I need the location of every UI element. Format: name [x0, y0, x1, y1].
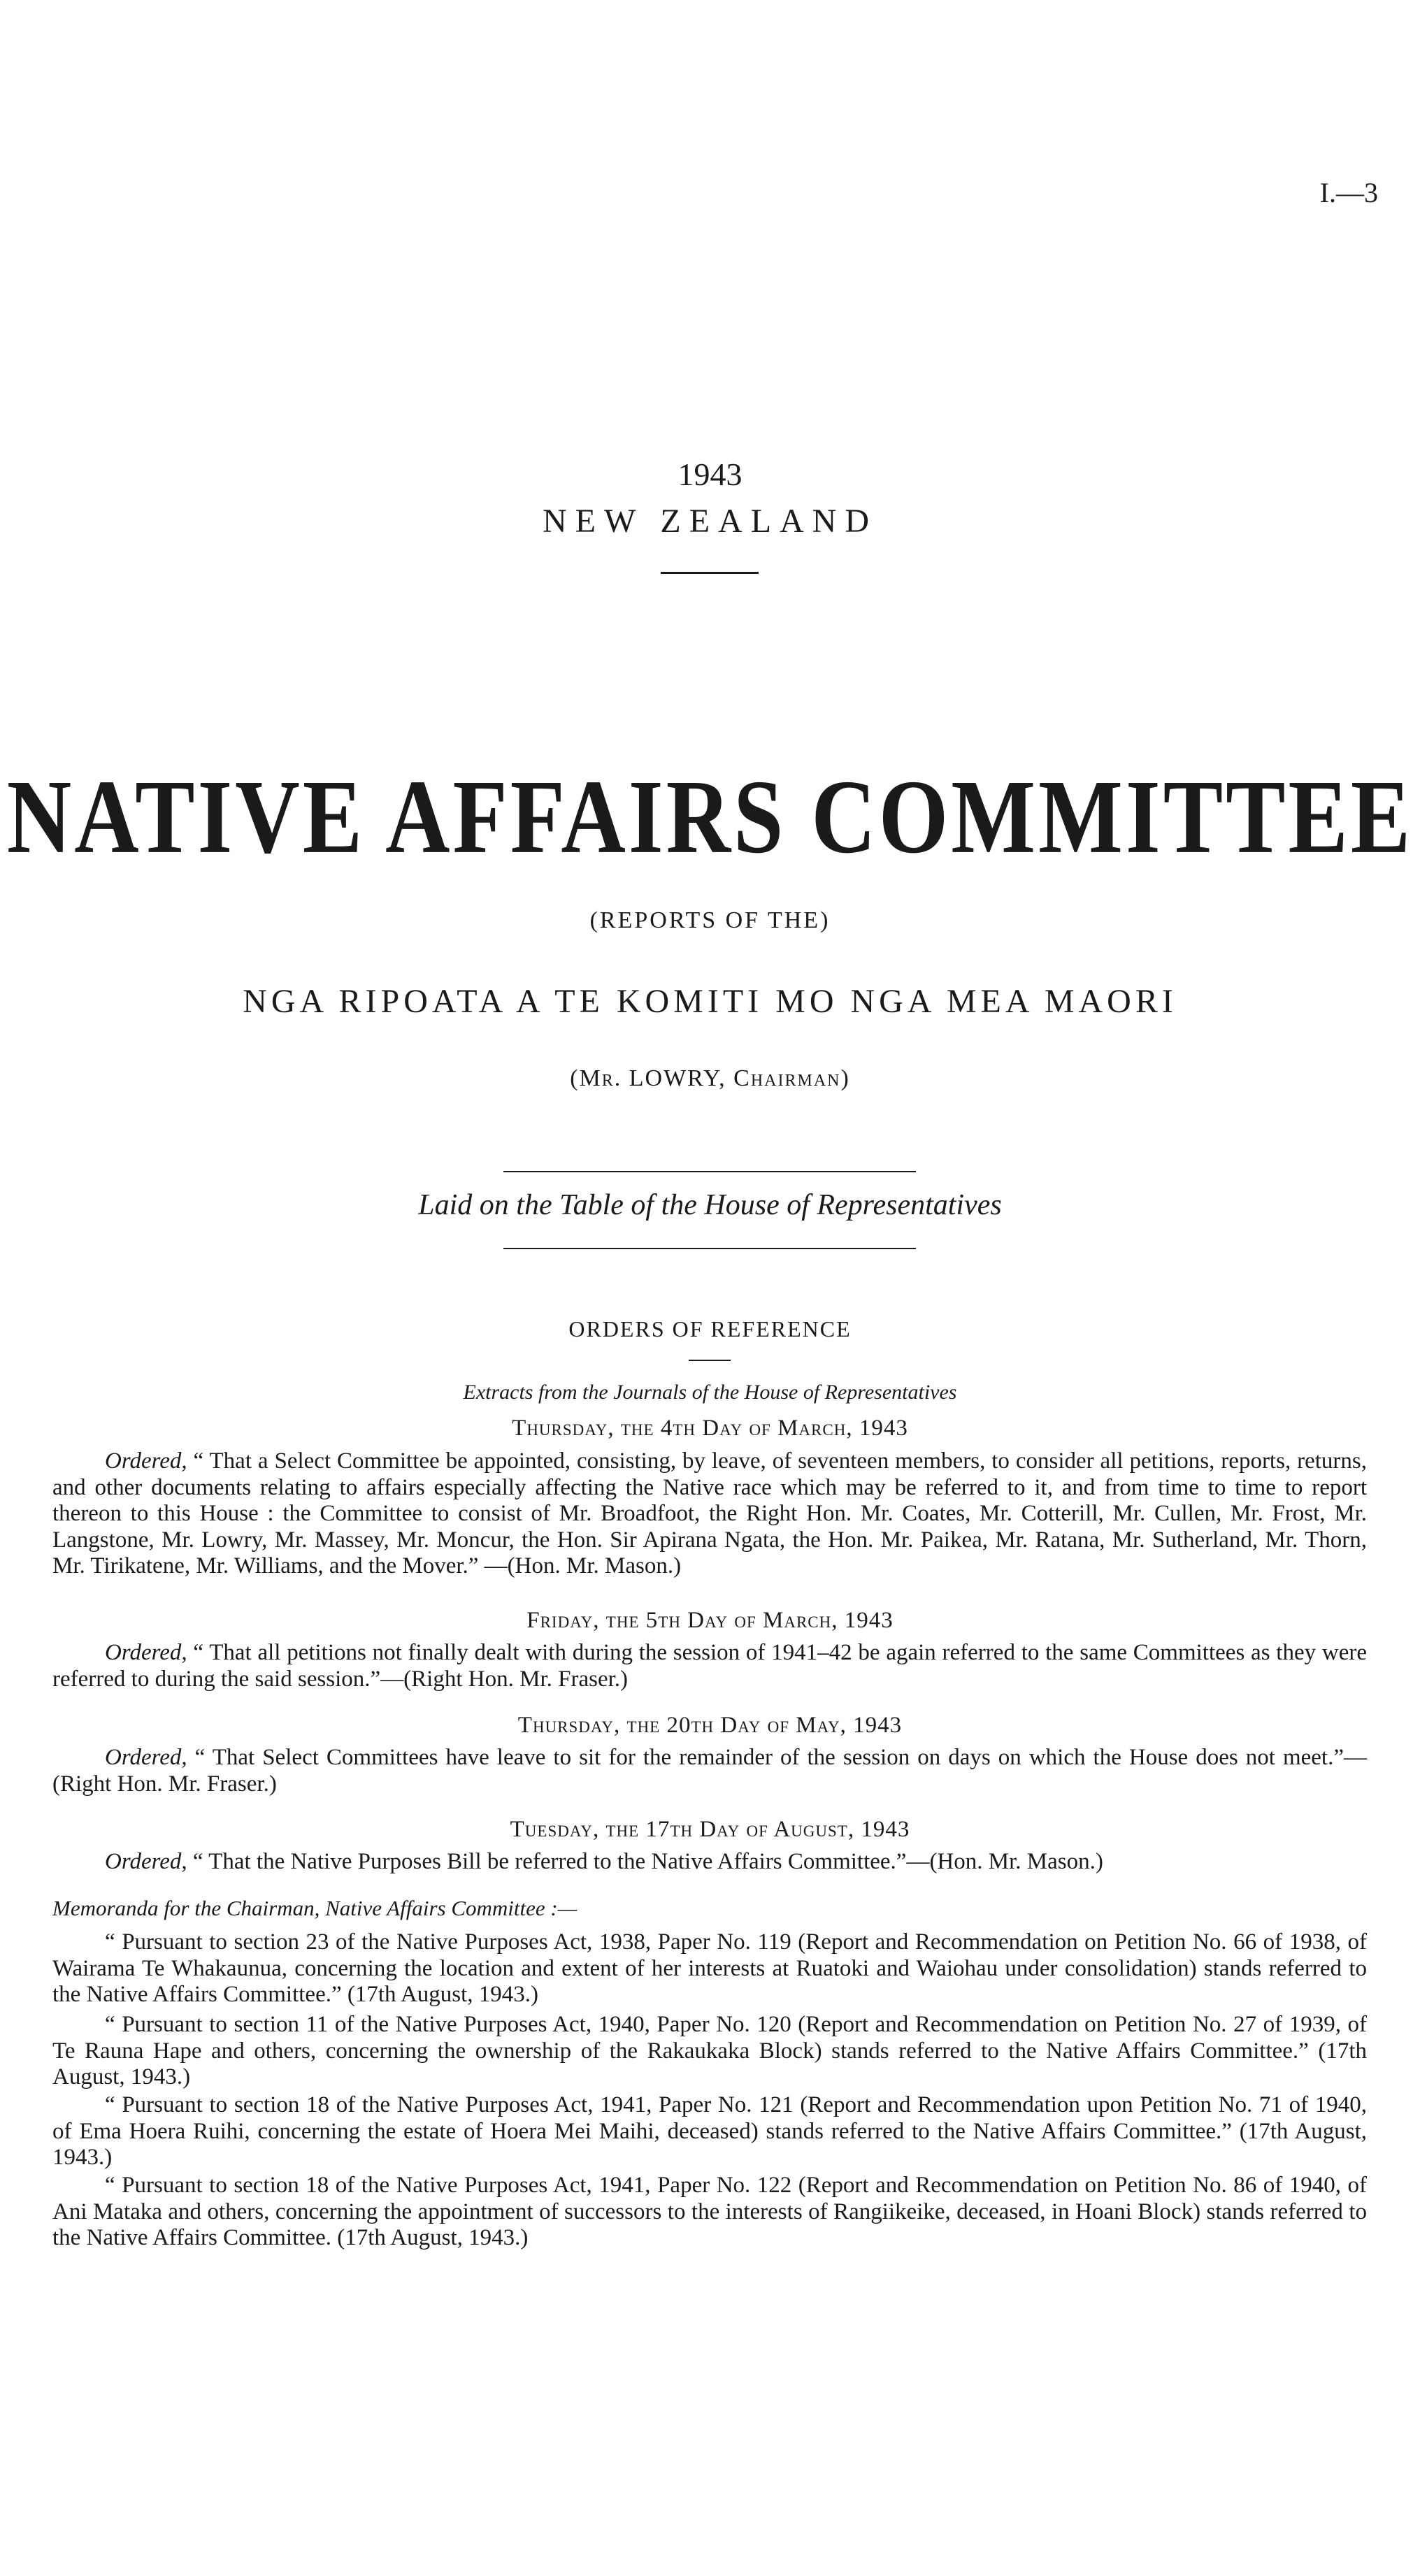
- bottom-rule: [503, 1248, 916, 1249]
- chairman: (Mr. LOWRY, Chairman): [570, 1065, 850, 1091]
- order-text: “ That Select Committees have leave to sit for the remainder of the session on days on which the House does not meet.”—(Right Hon. Mr. Fraser.): [52, 1745, 1367, 1797]
- memorandum: “ Pursuant to section 18 of the Native Purposes Act, 1941, Paper No. 122 (Report and Recommendation on Petition No. 86 of 1940, of Ani Mataka and others, concerning the appointment of successors to the interests of Rangiikeike, deceased, in Hoani Block) stands referred to the Native Affairs Committee. (17th August, 1943.): [52, 2173, 1367, 2250]
- ordered-label: Ordered,: [105, 1849, 187, 1874]
- entry-date: Thursday, the 4th Day of March, 1943: [512, 1416, 908, 1441]
- memorandum: “ Pursuant to section 11 of the Native Purposes Act, 1940, Paper No. 120 (Report and Recommendation on Petition No. 27 of 1939, of Te Rauna Hape and others, concerning the ownership of the Rakaukaka Block) stands referred to the Native Affairs Committee.” (17th August, 1943.): [52, 2012, 1367, 2089]
- entry-date: Thursday, the 20th Day of May, 1943: [517, 1713, 903, 1738]
- document-title: NATIVE AFFAIRS COMMITTEE: [6, 758, 1414, 875]
- order-paragraph: [52, 1849, 1367, 1876]
- order-text: “ That the Native Purposes Bill be referred to the Native Affairs Committee.”—(Hon. Mr. Mason.): [187, 1849, 1103, 1874]
- order-paragraph: [52, 1745, 1367, 1797]
- order-paragraph: [52, 1640, 1367, 1692]
- memoranda-heading: Memoranda for the Chairman, Native Affairs Committee :—: [52, 1896, 578, 1920]
- ordered-label: Ordered,: [105, 1745, 187, 1770]
- subtitle: (REPORTS OF THE): [589, 907, 831, 933]
- page-reference: I.—3: [1319, 177, 1378, 208]
- maori-title: NGA RIPOATA A TE KOMITI MO NGA MEA MAORI: [243, 983, 1177, 1020]
- order-paragraph: [52, 1448, 1367, 1580]
- order-text: “ That all petitions not finally dealt with during the session of 1941–42 be again referred to the same Committees as they were referred to during the said session.”—(Right Hon. Mr. Fraser.): [52, 1640, 1367, 1692]
- entry-date: Tuesday, the 17th Day of August, 1943: [510, 1817, 910, 1842]
- entry-date: Friday, the 5th Day of March, 1943: [526, 1608, 894, 1633]
- laid-on-table: Laid on the Table of the House of Representatives: [418, 1189, 1002, 1221]
- top-rule: [503, 1171, 916, 1172]
- ordered-label: Ordered,: [105, 1640, 187, 1665]
- year: 1943: [677, 456, 743, 492]
- country: NEW ZEALAND: [542, 503, 878, 540]
- memorandum: “ Pursuant to section 23 of the Native Purposes Act, 1938, Paper No. 119 (Report and Recommendation on Petition No. 66 of 1938, of Wairama Te Whakaunua, concerning the location and extent of her interests at Ruatoki and Waiohau under consolidation) stands referred to the Native Affairs Committee.” (17th August, 1943.): [52, 1929, 1367, 2007]
- extracts-line: Extracts from the Journals of the House of Representatives: [463, 1381, 957, 1404]
- memorandum: “ Pursuant to section 18 of the Native Purposes Act, 1941, Paper No. 121 (Report and Recommendation upon Petition No. 71 of 1940, of Ema Hoera Ruihi, concerning the estate of Hoera Mei Maihi, deceased) stands referred to the Native Affairs Committee.” (17th August, 1943.): [52, 2092, 1367, 2170]
- orders-heading: ORDERS OF REFERENCE: [568, 1316, 852, 1341]
- orders-underline: [689, 1360, 731, 1361]
- short-rule: [661, 572, 759, 574]
- order-text: “ That a Select Committee be appointed, consisting, by leave, of seventeen members, to consider all petitions, reports, returns, and other documents relating to affairs especially affecting the Native race which may be referred to it, and from time to time to report thereon to this House : the Committee to consist of Mr. Broadfoot, the Right Hon. Mr. Coates, Mr. Cotterill, Mr. Cullen, Mr. Frost, Mr. Langstone, Mr. Lowry, Mr. Massey, Mr. Moncur, the Hon. Sir Apirana Ngata, the Hon. Mr. Paikea, Mr. Ratana, Mr. Sutherland, Mr. Thorn, Mr. Tirikatene, Mr. Williams, and the Mover.” —(Hon. Mr. Mason.): [52, 1448, 1367, 1578]
- ordered-label: Ordered,: [105, 1448, 187, 1474]
